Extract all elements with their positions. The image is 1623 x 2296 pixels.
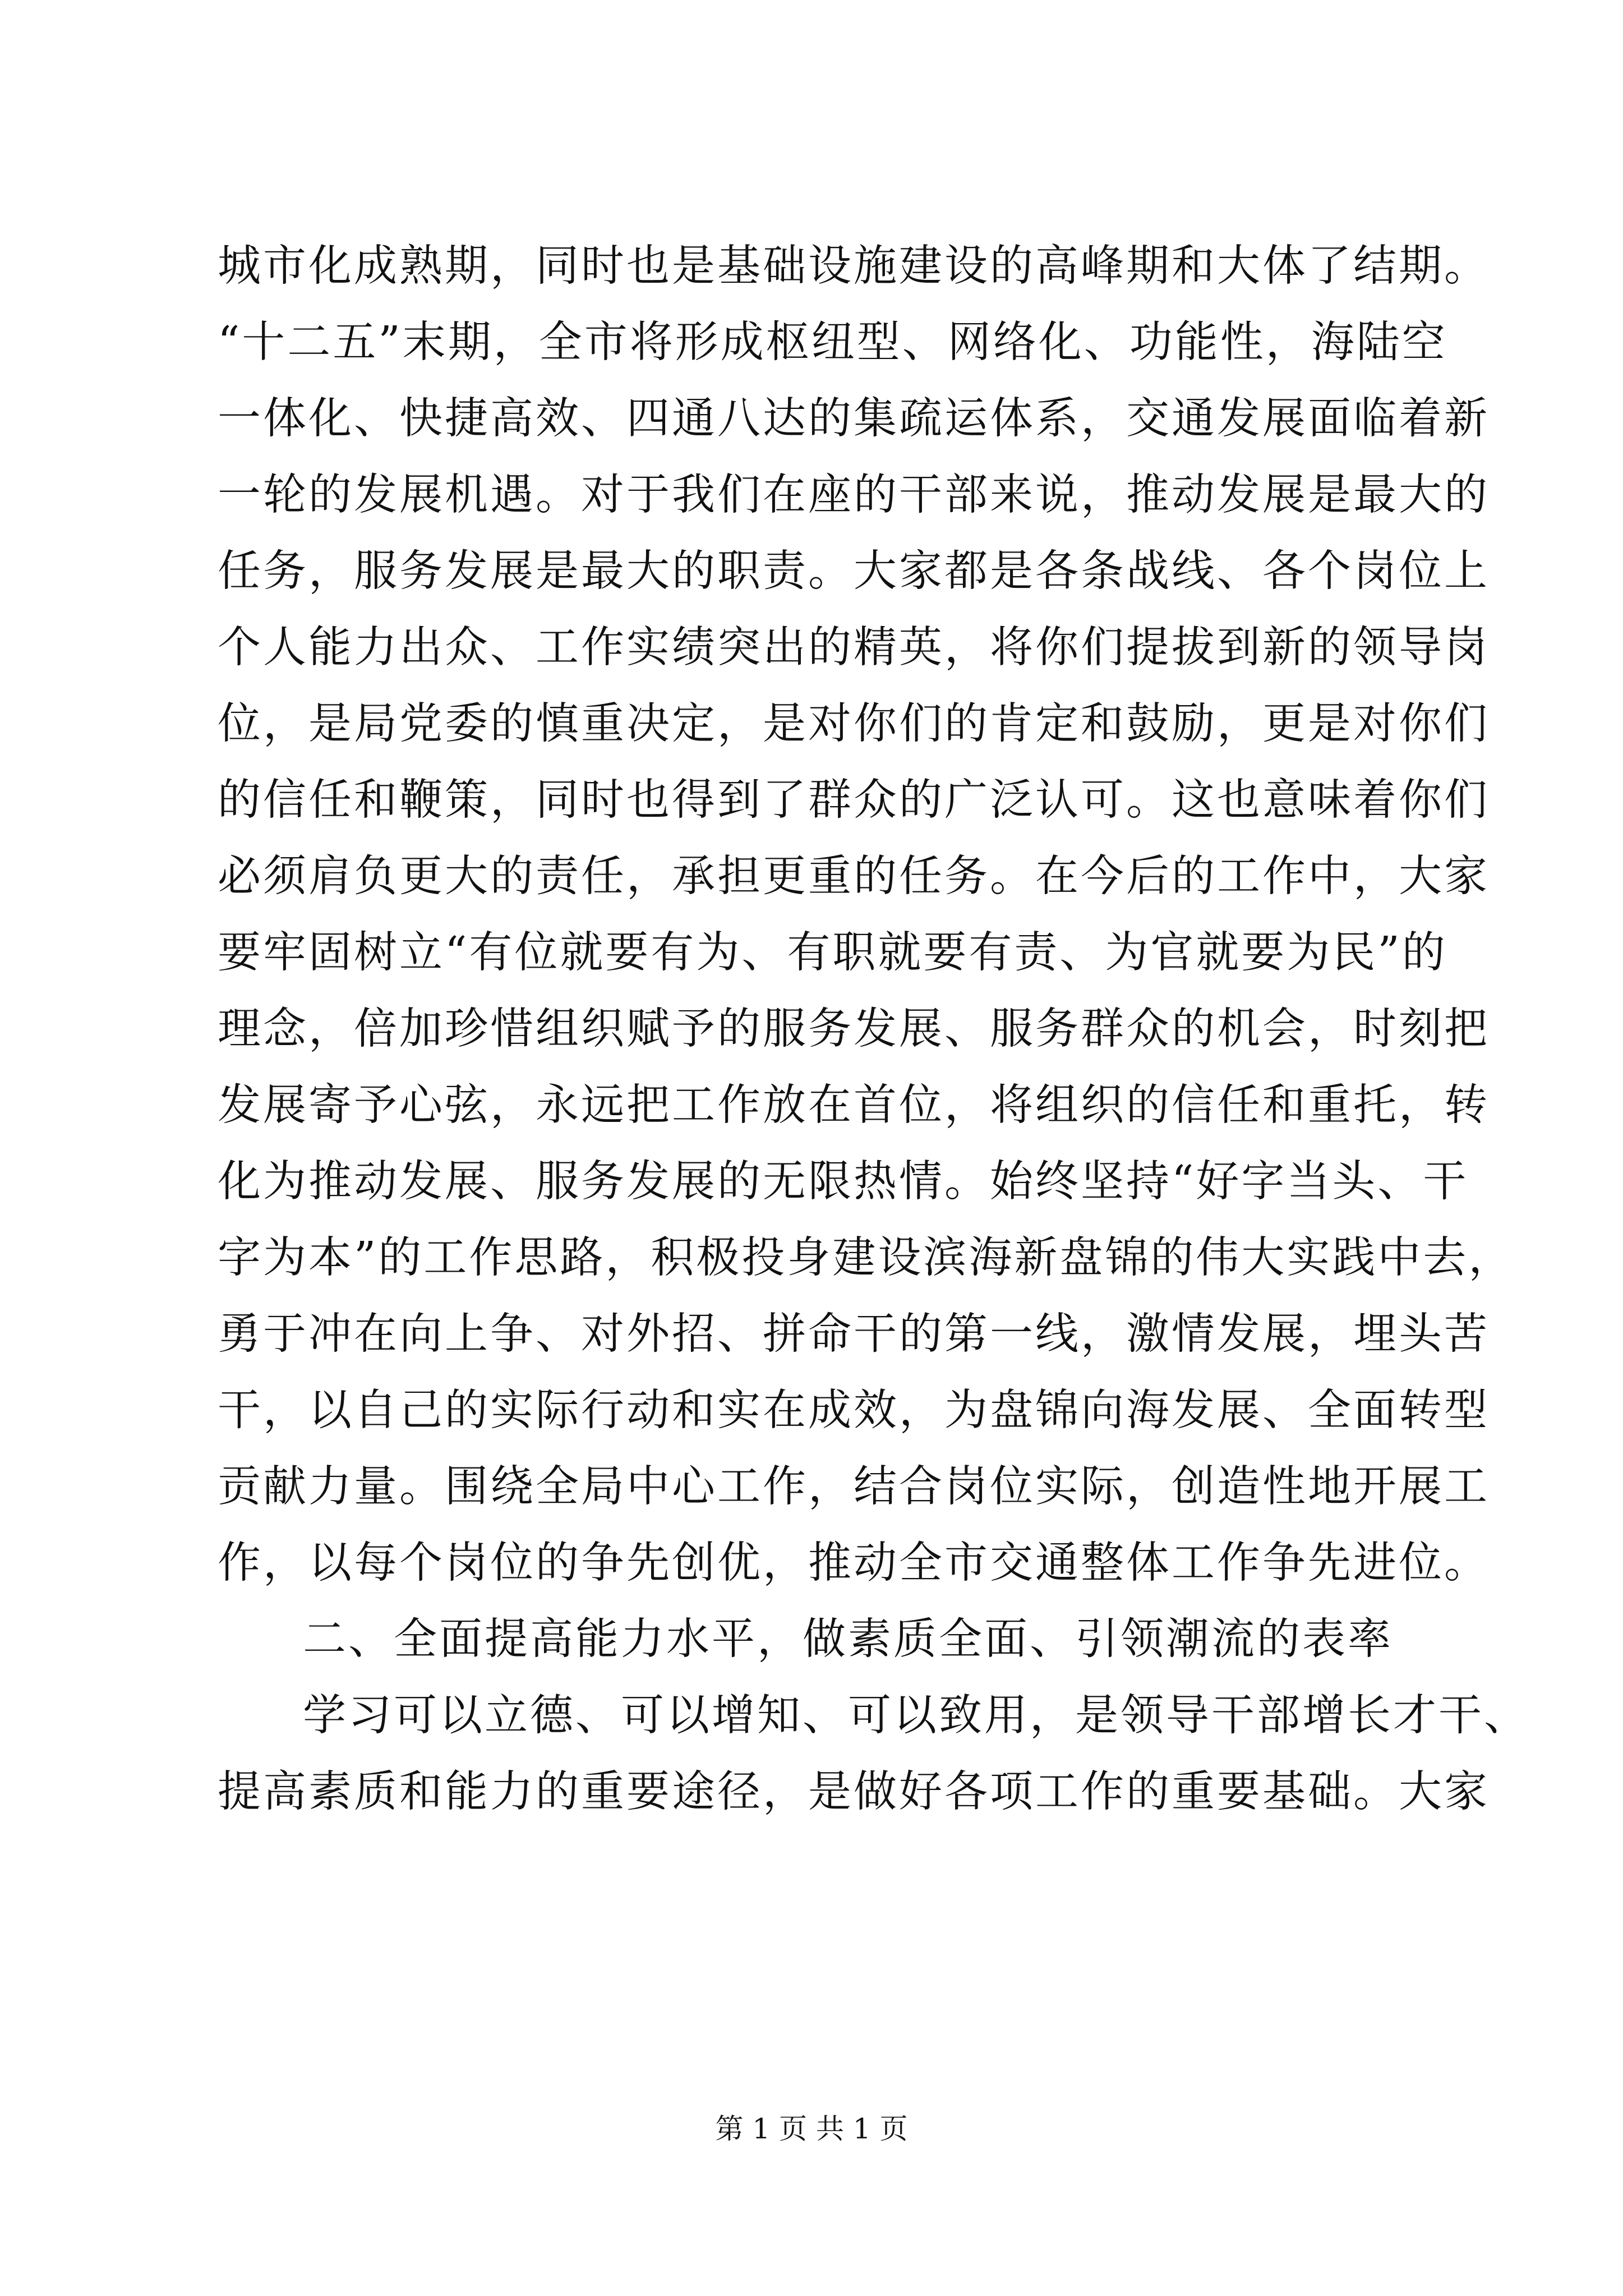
body-line: “十二五”末期，全市将形成枢纽型、网络化、功能性，海陆空 (218, 318, 1447, 367)
body-line: 字为本”的工作思路，积极投身建设滨海新盘锦的伟大实践中去， (218, 1233, 1514, 1283)
body-line: 学习可以立德、可以增知、可以致用，是领导干部增长才干、 (303, 1691, 1529, 1741)
body-line: 城市化成熟期，同时也是基础设施建设的高峰期和大体了结期。 (218, 241, 1490, 291)
body-line: 干，以自己的实际行动和实在成效，为盘锦向海发展、全面转型 (218, 1386, 1490, 1435)
body-line: 提高素质和能力的重要途径，是做好各项工作的重要基础。大家 (218, 1767, 1490, 1817)
body-line: 发展寄予心弦，永远把工作放在首位，将组织的信任和重托，转 (218, 1080, 1490, 1130)
body-line: 贡献力量。围绕全局中心工作，结合岗位实际，创造性地开展工 (218, 1462, 1490, 1512)
body-line: 一体化、快捷高效、四通八达的集疏运体系，交通发展面临着新 (218, 394, 1490, 444)
body-line: 任务，服务发展是最大的职责。大家都是各条战线、各个岗位上 (218, 546, 1490, 596)
body-line: 必须肩负更大的责任，承担更重的任务。在今后的工作中，大家 (218, 852, 1490, 901)
page-footer: 第 1 页 共 1 页 (715, 2113, 908, 2145)
body-line: 勇于冲在向上争、对外招、拼命干的第一线，激情发展，埋头苦 (218, 1309, 1490, 1359)
section-heading: 二、全面提高能力水平，做素质全面、引领潮流的表率 (303, 1614, 1393, 1664)
body-line: 作，以每个岗位的争先创优，推动全市交通整体工作争先进位。 (218, 1538, 1490, 1588)
body-line: 一轮的发展机遇。对于我们在座的干部来说，推动发展是最大的 (218, 470, 1490, 520)
body-line: 要牢固树立“有位就要有为、有职就要有责、为官就要为民”的 (218, 928, 1447, 978)
body-line: 个人能力出众、工作实绩突出的精英，将你们提拔到新的领导岗 (218, 623, 1490, 673)
body-line: 的信任和鞭策，同时也得到了群众的广泛认可。这也意味着你们 (218, 775, 1490, 825)
document-body (218, 228, 1529, 1830)
body-line: 化为推动发展、服务发展的无限热情。始终坚持“好字当头、干 (218, 1157, 1469, 1207)
body-line: 位，是局党委的慎重决定，是对你们的肯定和鼓励，更是对你们 (218, 699, 1490, 749)
body-line: 理念，倍加珍惜组织赋予的服务发展、服务群众的机会，时刻把 (218, 1004, 1490, 1054)
